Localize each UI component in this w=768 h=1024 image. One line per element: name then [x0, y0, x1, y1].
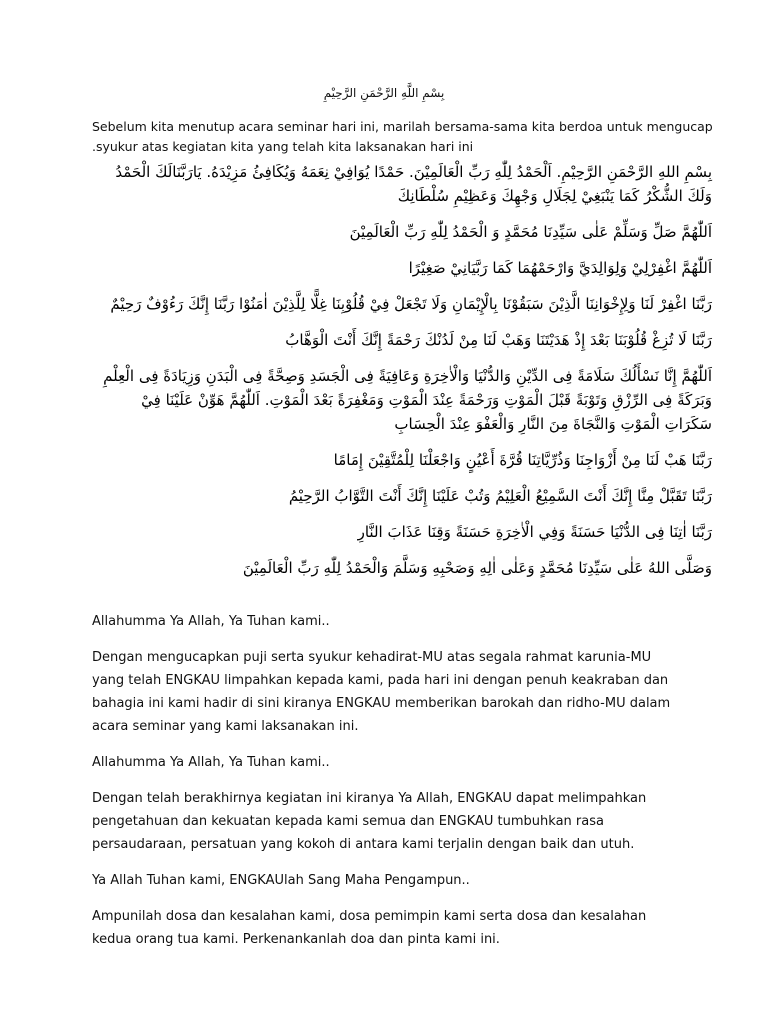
arabic-line-10: وَصَلَّى اللهُ عَلٰى سَيِّدِنَا مُحَمَّدٍ وَعَلٰى اٰلِهِ وَصَحْبِهِ وَسَلَّمَ وَالْحَمْدُ لِلّٰهِ رَبِّ الْعَالَمِيْنَ: [242, 559, 712, 577]
arabic-line-6: اَللّٰهُمَّ إِنَّا نَسْأَلُكَ سَلَامَةً فِى الدِّيْنِ وَالدُّنْيَا وَالْاٰخِرَةِ وَعَافِيَةً فِى الْجَسَدِ وَصِحَّةً فِى الْبَدَنِ وَزِيَادَةً فِى الْعِلْمِ وَبَرَكَةً فِى الرِّزْقِ وَتَوْبَةً قَبْلَ الْمَوْتِ وَرَحْمَةً عِنْدَ الْمَوْتِ وَمَغْفِرَةً بَعْدَ الْمَوْتِ. اَللّٰهُمَّ هَوِّنْ عَلَيْنَا فِيْ سَكَرَاتِ الْمَوْتِ وَالنَّجَاةَ مِنَ النَّارِ وَالْعَفْوَ عِنْدَ الْحِسَابِ: [103, 367, 712, 433]
intro-line-2: .syukur atas kegiatan kita yang telah kita laksanakan hari ini: [92, 139, 474, 154]
translation-paragraph-3: Allahumma Ya Allah, Ya Tuhan kami..: [92, 755, 330, 770]
translation-paragraph-6: Ampunilah dosa dan kesalahan kami, dosa pemimpin kami serta dosa dan kesalahan kedua orang tua kami. Perkenankanlah doa dan pinta kami ini.: [92, 909, 647, 947]
intro-line-1: Sebelum kita menutup acara seminar hari ini, marilah bersama-sama kita berdoa untuk mengucap: [92, 119, 713, 134]
indonesian-translation: [92, 610, 682, 964]
arabic-line-3: اَللّٰهُمَّ اغْفِرْلِيْ وَلِوَالِدَيَّ وَارْحَمْهُمَا كَمَا رَبَّيَانِيْ صَغِيْرًا: [408, 259, 712, 277]
translation-paragraph-1: Allahumma Ya Allah, Ya Tuhan kami..: [92, 614, 330, 629]
translation-paragraph-5: Ya Allah Tuhan kami, ENGKAUlah Sang Maha Pengampun..: [92, 873, 470, 888]
bismillah-heading: بِسْمِ اللَّهِ الرَّحْمَنِ الرَّحِيْمِ: [323, 86, 445, 100]
arabic-prayer: [92, 160, 712, 592]
arabic-line-4: رَبَّنَا اغْفِرْ لَنَا وَلِإِخْوَانِنَا الَّذِيْنَ سَبَقُوْنَا بِالْإِيْمَانِ وَلَا تَجْعَلْ فِيْ قُلُوْبِنَا غِلًّا لِلَّذِيْنَ اٰمَنُوْا رَبَّنَا إِنَّكَ رَءُوْفٌ رَحِيْمٌ: [110, 295, 712, 313]
arabic-line-9: رَبَّنَا اٰتِنَا فِى الدُّنْيَا حَسَنَةً وَفِي الْاٰخِرَةِ حَسَنَةً وَقِنَا عَذَابَ النَّارِ: [357, 523, 712, 541]
translation-paragraph-2: Dengan mengucapkan puji serta syukur kehadirat-MU atas segala rahmat karunia-MU yang telah ENGKAU limpahkan kepada kami, pada hari ini dengan penuh keakraban dan bahagia ini kami hadir di sini kiranya ENGKAU memberikan barokah dan ridho-MU dalam acara seminar yang kami laksanakan ini.: [92, 650, 671, 734]
translation-paragraph-4: Dengan telah berakhirnya kegiatan ini kiranya Ya Allah, ENGKAU dapat melimpahkan pengetahuan dan kekuatan kepada kami semua dan ENGKAU tumbuhkan rasa persaudaraan, persatuan yang kokoh di antara kami terjalin dengan baik dan utuh.: [92, 791, 647, 852]
arabic-line-5: رَبَّنَا لَا تُزِغْ قُلُوْبَنَا بَعْدَ إِذْ هَدَيْتَنَا وَهَبْ لَنَا مِنْ لَدُنْكَ رَحْمَةً إِنَّكَ أَنْتَ الْوَهَّابُ: [285, 331, 712, 349]
arabic-line-2: اَللّٰهُمَّ صَلِّ وَسَلِّمْ عَلٰى سَيِّدِنَا مُحَمَّدٍ وَ الْحَمْدُ لِلّٰهِ رَبِّ الْعَالَمِيْنَ: [349, 223, 712, 241]
intro-text: [92, 117, 713, 157]
arabic-line-7: رَبَّنَا هَبْ لَنَا مِنْ أَزْوَاجِنَا وَذُرِّيَّاتِنَا قُرَّةَ أَعْيُنٍ وَاجْعَلْنَا لِلْمُتَّقِيْنَ إِمَامًا: [333, 451, 712, 469]
arabic-line-8: رَبَّنَا تَقَبَّلْ مِنَّا إِنَّكَ أَنْتَ السَّمِيْعُ الْعَلِيْمُ وَتُبْ عَلَيْنَا إِنَّكَ أَنْتَ التَّوَّابُ الرَّحِيْمُ: [288, 487, 712, 505]
arabic-line-1: بِسْمِ اللهِ الرَّحْمَنِ الرَّحِيْمِ. اَلْحَمْدُ لِلّٰهِ رَبِّ الْعَالَمِيْنَ. حَمْدًا يُوَافِيْ نِعَمَهُ وَيُكَافِئُ مَزِيْدَهُ. يَارَبَّنَالَكَ الْحَمْدُ وَلَكَ الشُّكْرُ كَمَا يَنْبَغِيْ لِجَلَالِ وَجْهِكَ وَعَظِيْمِ سُلْطَانِكَ: [115, 163, 712, 205]
